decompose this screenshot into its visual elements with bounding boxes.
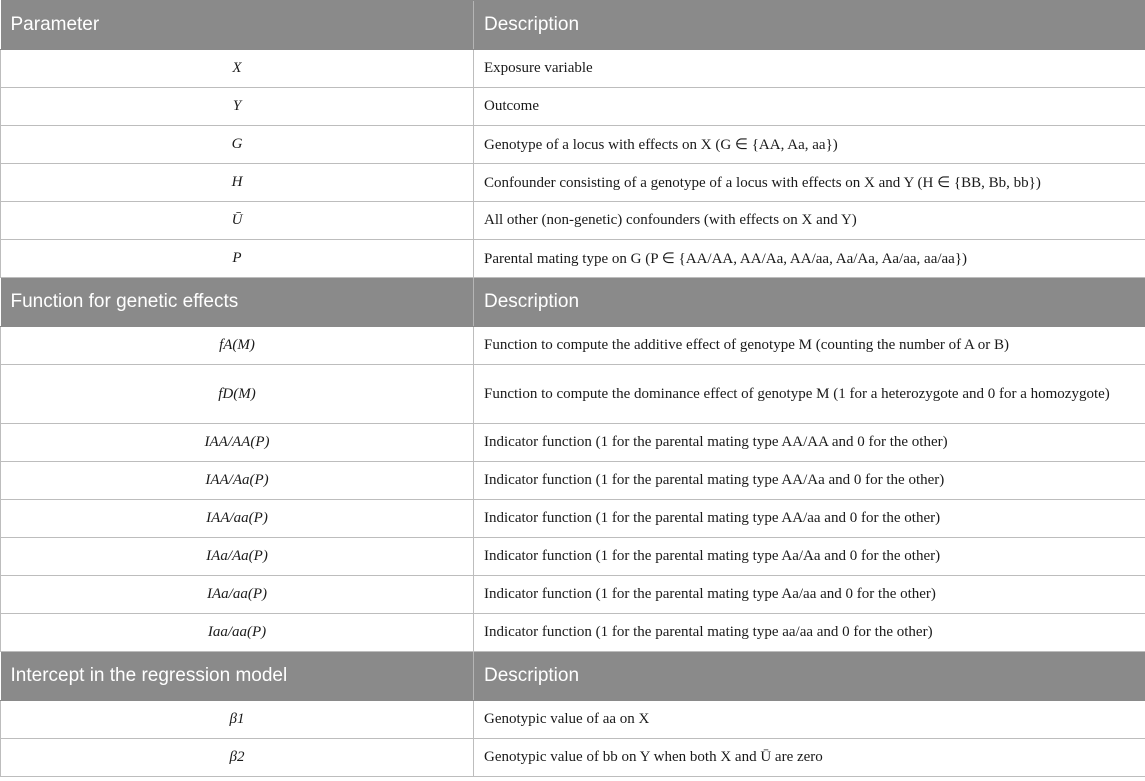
table-row — [1, 424, 1145, 462]
table-row — [1, 500, 1145, 538]
description-cell: Parental mating type on G (P ∈ {AA/AA, AA/Aa, AA/aa, Aa/Aa, Aa/aa, aa/aa}) — [474, 240, 1145, 278]
description-cell: Genotypic value of bb on Y when both X and Ū are zero — [474, 739, 1145, 777]
section-header-description: Description — [474, 1, 1145, 50]
table-row — [1, 240, 1145, 278]
symbol-cell: IAA/AA(P) — [1, 424, 474, 462]
table-row — [1, 365, 1145, 424]
symbol-cell: Iaa/aa(P) — [1, 614, 474, 652]
description-cell: Function to compute the dominance effect of genotype M (1 for a heterozygote and 0 for a homozygote) — [474, 365, 1145, 424]
description-cell: Indicator function (1 for the parental mating type AA/Aa and 0 for the other) — [474, 462, 1145, 500]
description-cell: Function to compute the additive effect of genotype M (counting the number of A or B) — [474, 327, 1145, 365]
description-cell: Indicator function (1 for the parental mating type AA/aa and 0 for the other) — [474, 500, 1145, 538]
section-header-description: Description — [474, 652, 1145, 701]
description-cell: Indicator function (1 for the parental mating type AA/AA and 0 for the other) — [474, 424, 1145, 462]
section-header-label: Function for genetic effects — [1, 278, 474, 327]
section-header-row — [1, 278, 1145, 327]
symbol-cell: G — [1, 126, 474, 164]
symbol-cell: β2 — [1, 739, 474, 777]
symbol-cell: β1 — [1, 701, 474, 739]
section-header-row — [1, 1, 1145, 50]
table-row — [1, 126, 1145, 164]
symbol-cell: Ū — [1, 202, 474, 240]
table-row — [1, 50, 1145, 88]
table-row — [1, 739, 1145, 777]
table-row — [1, 327, 1145, 365]
description-cell: Exposure variable — [474, 50, 1145, 88]
symbol-cell: IAa/Aa(P) — [1, 538, 474, 576]
table-row — [1, 614, 1145, 652]
description-cell: Genotype of a locus with effects on X (G ∈ {AA, Aa, aa}) — [474, 126, 1145, 164]
table-row — [1, 576, 1145, 614]
description-cell: Indicator function (1 for the parental mating type Aa/aa and 0 for the other) — [474, 576, 1145, 614]
table-row — [1, 701, 1145, 739]
table-row — [1, 462, 1145, 500]
section-header-row — [1, 652, 1145, 701]
table-row — [1, 202, 1145, 240]
symbol-cell: fA(M) — [1, 327, 474, 365]
description-cell: All other (non-genetic) confounders (with effects on X and Y) — [474, 202, 1145, 240]
section-header-label: Parameter — [1, 1, 474, 50]
section-header-label: Intercept in the regression model — [1, 652, 474, 701]
symbol-cell: H — [1, 164, 474, 202]
description-cell: Confounder consisting of a genotype of a locus with effects on X and Y (H ∈ {BB, Bb, bb}) — [474, 164, 1145, 202]
description-cell: Genotypic value of aa on X — [474, 701, 1145, 739]
section-header-description: Description — [474, 278, 1145, 327]
symbol-cell: IAa/aa(P) — [1, 576, 474, 614]
symbol-cell: X — [1, 50, 474, 88]
symbol-cell: Y — [1, 88, 474, 126]
symbol-cell: fD(M) — [1, 365, 474, 424]
table-row — [1, 164, 1145, 202]
description-cell: Outcome — [474, 88, 1145, 126]
description-cell: Indicator function (1 for the parental mating type aa/aa and 0 for the other) — [474, 614, 1145, 652]
description-cell: Indicator function (1 for the parental mating type Aa/Aa and 0 for the other) — [474, 538, 1145, 576]
symbol-cell: IAA/aa(P) — [1, 500, 474, 538]
symbol-cell: IAA/Aa(P) — [1, 462, 474, 500]
table-row — [1, 538, 1145, 576]
symbol-cell: P — [1, 240, 474, 278]
table-row — [1, 88, 1145, 126]
